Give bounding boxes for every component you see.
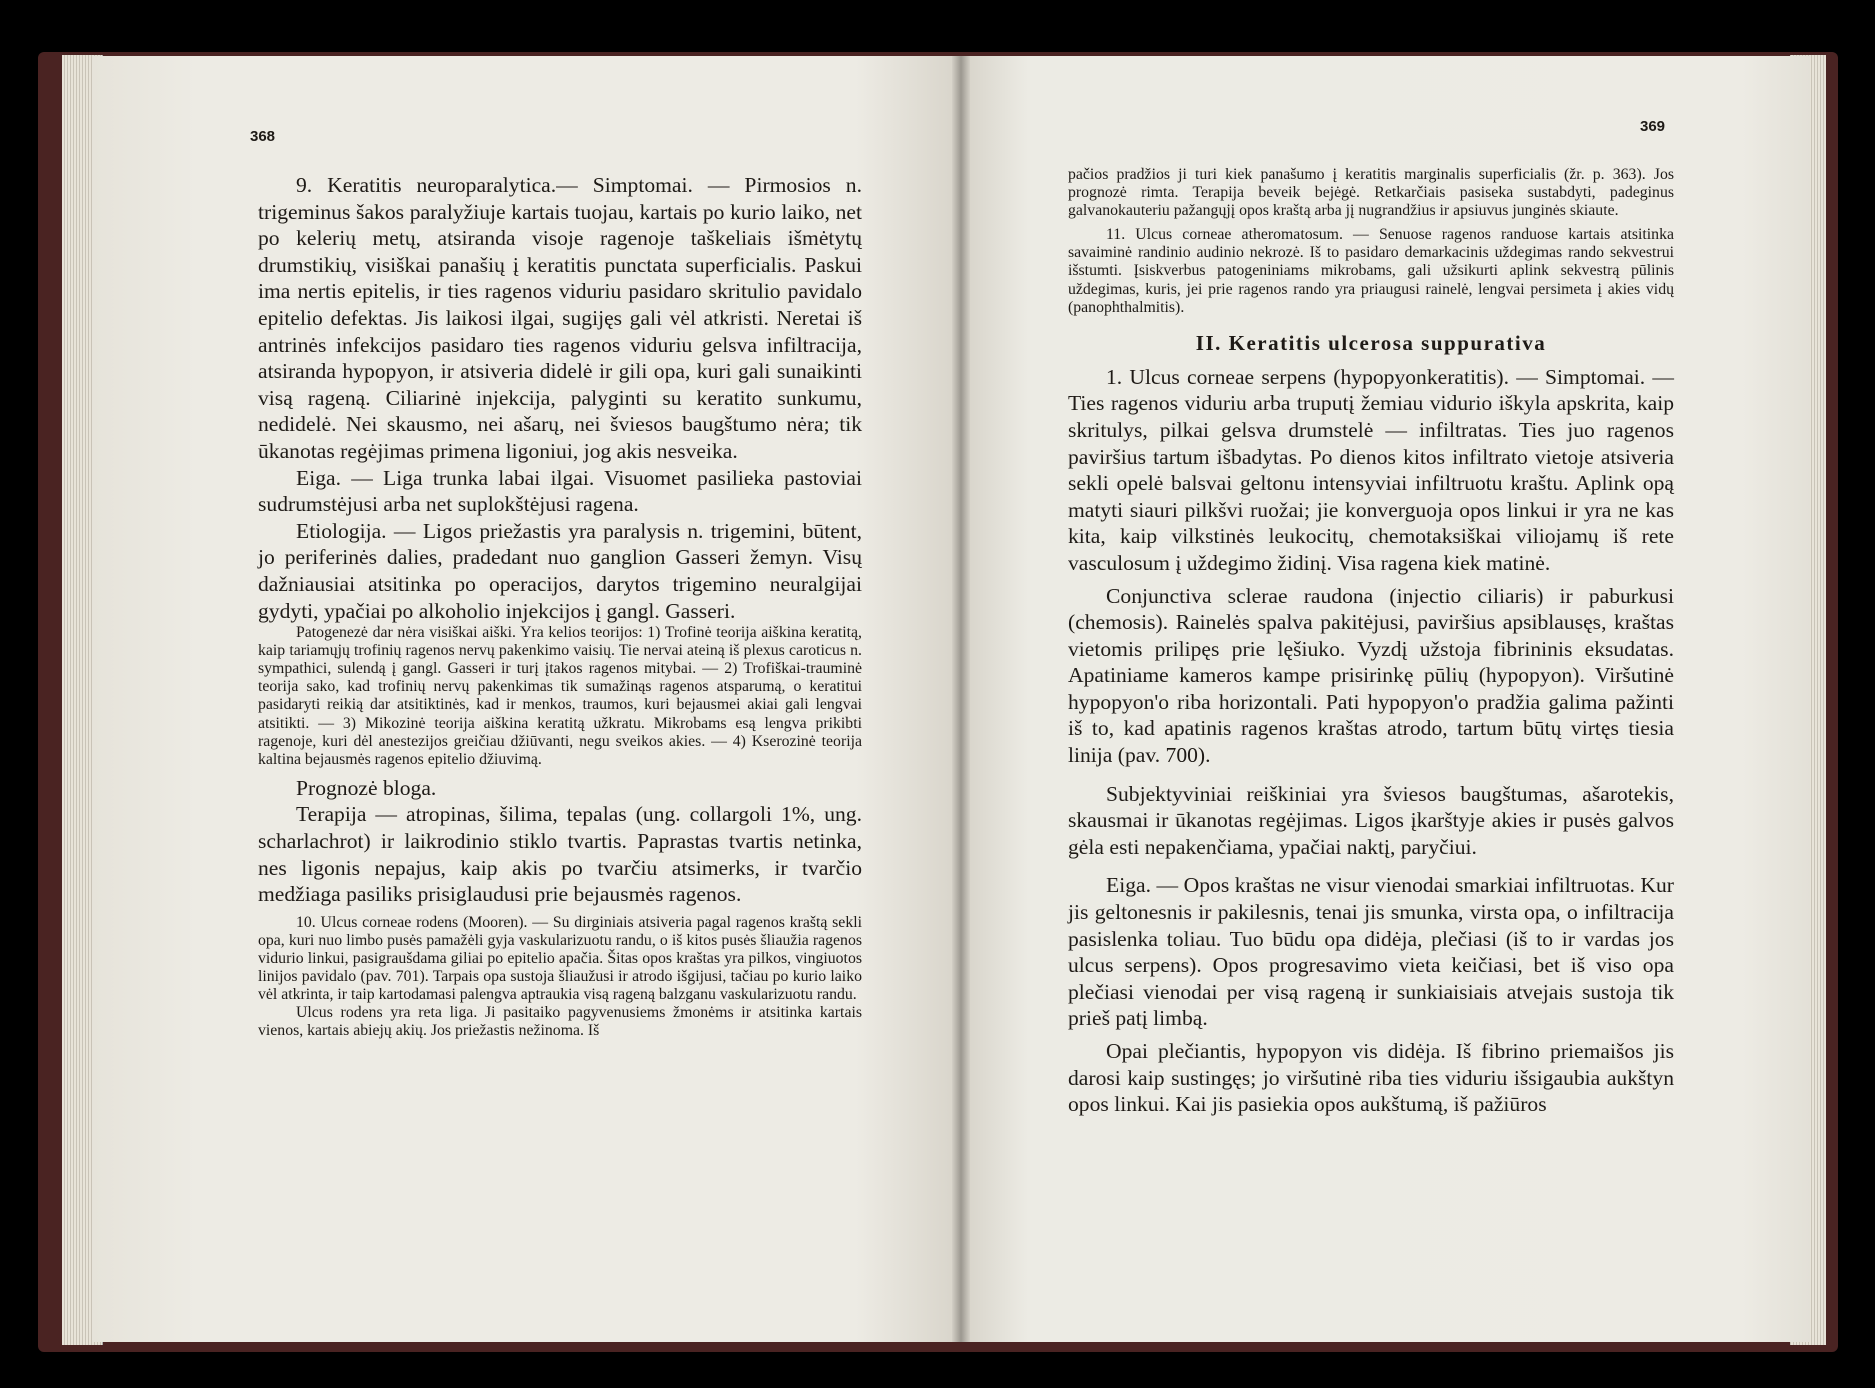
paragraph-continued: pačios pradžios ji turi kiek panašumo į keratitis marginalis superficialis (žr. p. 363). Jos prognozė rimta. Terapija beveik bejėgė. Retkarčiais pasiseka sustabdyti, padeginus galvanokauteriu pažangųjį opos kraštą arba jį nugrandžius ir apsiuvus junginės skiaute. [1068, 166, 1674, 220]
right-text-column [1068, 166, 1674, 1118]
page-number-right: 369 [1640, 118, 1666, 135]
book-gutter [952, 56, 970, 1342]
paragraph-eiga: Eiga. — Liga trunka labai ilgai. Visuomet pasilieka pastoviai sudrumstėjusi arba net suplokštėjusi ragena. [258, 465, 862, 517]
paragraph-subjektyviniai: Subjektyviniai reiškiniai yra šviesos baugštumas, ašarotekis, skausmai ir ūkanotas regėjimas. Ligos įkarštyje akies ir pusės galvos gėla esti nepakenčiama, ypačiai naktį, paryčiui. [1068, 781, 1674, 859]
paragraph-conjunctiva: Conjunctiva sclerae raudona (injectio ciliaris) ir paburkusi (chemosis). Rainelės spalva pakitėjusi, paviršius apsiblausęs, kraštas vietomis prilipęs prie lęšiuko. Vyzdį užstoja fibrininis eksudatas. Apatiniame kameros kampe prisirinkę pūlių (hypopyon). Viršutinė hypopyon'o riba horizontali. Pati hypopyon'o pradžia galima pažinti iš to, kad apatinis ragenos kraštas atrodo, tartum būtų virtęs tiesia linija (pav. 700). [1068, 583, 1674, 768]
section-heading: II. Keratitis ulcerosa suppurativa [1195, 330, 1547, 355]
paragraph-ulcus-serpens: 1. Ulcus corneae serpens (hypopyonkeratitis). — Simptomai. — Ties ragenos viduriu arba truputį žemiau vidurio iškyla apskrita, kaip skritulys, pilkai gelsva drumstelė — infiltratas. Ties juo ragenos paviršius tartum išbadytas. Po dienos kitos infiltrato vietoje atsiveria sekli opelė balsvai geltonu intensyviai infiltruotu kraštu. Aplink opą matyti siauri pilkšvi ruožai; jie konverguoja opos linkui ir yra ne kas kita, kaip vilkstinės leukocitų, chemotaksiškai viliojamų iš rete vasculosum į uždegimo židinį. Visa ragena kiek matinė. [1068, 364, 1674, 575]
page-number-left: 368 [250, 128, 276, 145]
paragraph-ulcus-rodens: 10. Ulcus corneae rodens (Mooren). — Su dirginiais atsiveria pagal ragenos kraštą sekli opa, kuri nuo limbo pusės pamažėli gyja vaskularizuotu randu, o iš kitos pusės šliaužia ragenos vidurio linkui, pasigraušdama giliai po epitelio apačia. Šitas opos kraštas yra pilkos, vingiuotos linijos pavidalo (pav. 701). Tarpais opa sustoja šliaužusi ir atrodo išgijusi, tačiau po kurio laiko vėl atkrinta, ir taip kartodamasi palengva aptraukia visą rageną balzganu vaskularizuotu randu. [258, 913, 862, 1004]
paragraph-terapija: Terapija — atropinas, šilima, tepalas (ung. collargoli 1%, ung. scharlachrot) ir laikrodinio stiklo tvartis. Paprastas tvartis netinka, nes ligonis nepajus, kaip akis po tvarčiu atsimerks, ir tvarčio medžiaga pasiliks prisiglaudusi prie bejausmės ragenos. [258, 802, 862, 907]
paragraph-keratitis-neuroparalytica: 9. Keratitis neuroparalytica.— Simptomai. — Pirmosios n. trigeminus šakos paralyžiuje kartais tuojau, kartais po kurio laiko, net po kelerių metų, atsiranda visoje ragenoje taškeliais išmėtytų drumstikių, visiškai panašių į keratitis punctata superficialis. Paskui ima nertis epitelis, ir ties ragenos viduriu pasidaro skritulio pavidalo epitelio defektas. Jis laikosi ilgai, sugijęs gali vėl atkristi. Neretai iš antrinės infekcijos pasidaro ties ragenos viduriu gelsva infiltracija, atsiranda hypopyon, ir atsiveria didelė ir gili opa, kuri gali sunaikinti visą rageną. Ciliarinė injekcija, palyginti su keratito sunkumu, nedidelė. Nei skausmo, nei ašarų, nei šviesos baugštumo nėra; tik ūkanotas regėjimas primena ligoniui, jog akis nesveika. [258, 173, 862, 463]
paragraph-patogeneze: Patogenezė dar nėra visiškai aiški. Yra kelios teorijos: 1) Trofinė teorija aiškina keratitą, kaip tariamųjų trofinių ragenos nervų pakenkimo vaisių. Tie nervai ateiną iš plexus caroticus n. sympathici, sulendą į gangl. Gasseri ir turį įtakos ragenos mitybai. — 2) Trofiškai-trauminė teorija sako, kad trofinių nervų pakenkimas tik sumažinąs ragenos atsparumą, o keratitui pasidaryti reikią dar atsitiktinės, kad ir menkos, traumos, kuri bejausmei akiai gali lengvai atsitikti. — 3) Mikozinė teorija aiškina keratitą užkratu. Mikrobams esą lengva prikibti ragenoje, kuri dėl anestezijos greičiau džiūvanti, negu sveikos akies. — 4) Kserozinė teorija kaltina bejausmės ragenos epitelio džiuvimą. [258, 624, 862, 768]
paragraph-eiga-right: Eiga. — Opos kraštas ne visur vienodai smarkiai infiltruotas. Kur jis geltonesnis ir pakilesnis, tenai jis smunka, virsta opa, o infiltracija pasislenka toliau. Tuo būdu opa didėja, plečiasi (iš to ir vardas jos ulcus serpens). Opos progresavimo vieta keičiasi, bet iš viso opa plečiasi vienodai per visą rageną ir sunkiaisiais atvejais sustoja tik prieš patį limbą. [1068, 873, 1674, 1031]
paragraph-ulcus-atheromatosum: 11. Ulcus corneae atheromatosum. — Senuose ragenos randuose kartais atsitinka savaiminė randinio audinio nekrozė. Iš to pasidaro demarkacinis uždegimas rando sekvestrui išstumti. Įsiskverbus patogeniniams mikrobams, gali užsikurti aplink sekvestrą pūlinis uždegimas, kuris, jei prie ragenos rando yra priaugusi rainelė, lengvai persimeta į akies vidų (panophthalmitis). [1068, 226, 1674, 316]
left-text-column [258, 172, 862, 1040]
paragraph-hypopyon: Opai plečiantis, hypopyon vis didėja. Iš fibrino priemaišos jis darosi kaip sustingęs; jo viršutinė riba ties viduriu išsigaubia aukštyn opos linkui. Kai jis pasiekia opos aukštumą, iš pažiūros [1068, 1039, 1674, 1117]
paragraph-prognoze: Prognozė bloga. [296, 775, 437, 800]
paragraph-etiologija: Etiologija. — Ligos priežastis yra paralysis n. trigemini, būtent, jo periferinės dalies, pradedant nuo ganglion Gasseri žemyn. Visų dažniausiai atsitinka po operacijos, darytos trigemino neuralgijai gydyti, ypačiai po alkoholio injekcijos į gangl. Gasseri. [258, 518, 862, 623]
paragraph-ulcus-rodens-cont: Ulcus rodens yra reta liga. Ji pasitaiko pagyvenusiems žmonėms ir atsitinka kartais vienos, kartais abiejų akių. Jos priežastis nežinoma. Iš [258, 1004, 862, 1040]
